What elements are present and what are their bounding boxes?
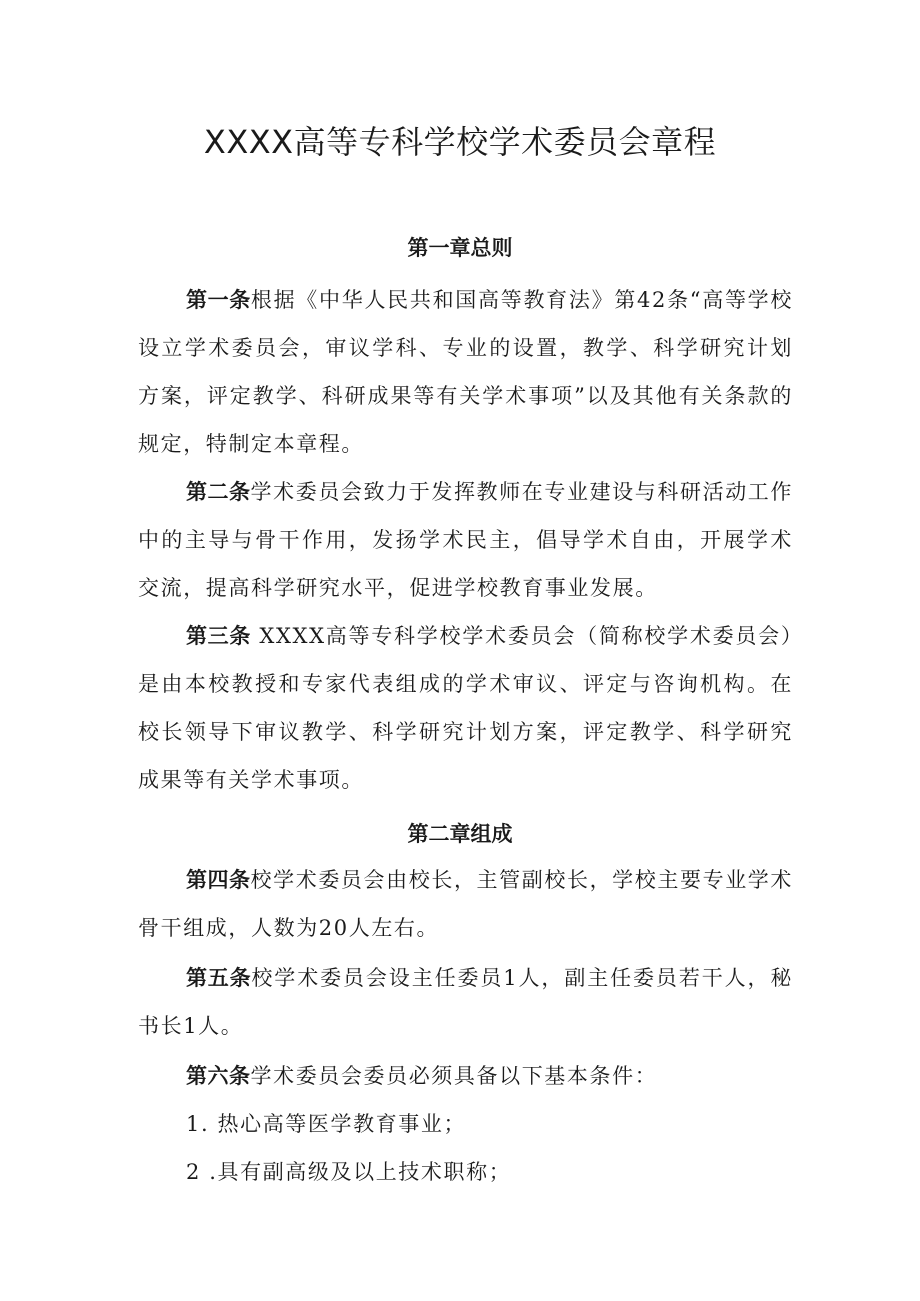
article-text: 学术委员会委员必须具备以下基本条件： bbox=[250, 1064, 658, 1088]
article-text: 学术委员会致力于发挥教师在专业建设与科研活动工作中的主导与骨干作用，发扬学术民主，倡导学术自由，开展学术交流，提高科学研究水平，促进学校教育事业发展。 bbox=[138, 480, 793, 600]
article-label: 第五条 bbox=[186, 966, 252, 990]
article-text: XXXX高等专科学校学术委员会（简称校学术委员会）是由本校教授和专家代表组成的学术审议、评定与咨询机构。在校长领导下审议教学、科学研究计划方案，评定教学、科学研究成果等有关学术事项。 bbox=[138, 624, 794, 792]
article-5 bbox=[138, 954, 793, 1050]
article-label: 第六条 bbox=[186, 1064, 251, 1088]
chapter-heading-2: 第二章组成 bbox=[407, 822, 513, 846]
list-item: 1. 热心高等医学教育事业； bbox=[186, 1112, 467, 1136]
article-3 bbox=[138, 612, 793, 804]
article-4 bbox=[138, 856, 793, 952]
article-6 bbox=[138, 1052, 793, 1100]
list-item: 2 .具有副高级及以上技术职称； bbox=[186, 1160, 512, 1184]
article-text: 校学术委员会由校长，主管副校长，学校主要专业学术骨干组成，人数为20人左右。 bbox=[138, 868, 793, 940]
article-label: 第四条 bbox=[186, 868, 251, 892]
article-1 bbox=[138, 276, 793, 468]
document-title: XXXX高等专科学校学术委员会章程 bbox=[203, 123, 717, 161]
article-text: 校学术委员会设主任委员1人，副主任委员若干人，秘书长1人。 bbox=[138, 966, 794, 1038]
chapter-heading-1: 第一章总则 bbox=[407, 236, 513, 260]
article-text: 根据《中华人民共和国高等教育法》第42条“高等学校设立学术委员会，审议学科、专业的设置，教学、科学研究计划方案，评定教学、科研成果等有关学术事项”以及其他有关条款的规定，特制定本章程。 bbox=[138, 288, 793, 456]
article-2 bbox=[138, 468, 793, 612]
article-label: 第三条 bbox=[186, 624, 251, 648]
article-label: 第一条 bbox=[186, 288, 251, 312]
article-label: 第二条 bbox=[186, 480, 251, 504]
